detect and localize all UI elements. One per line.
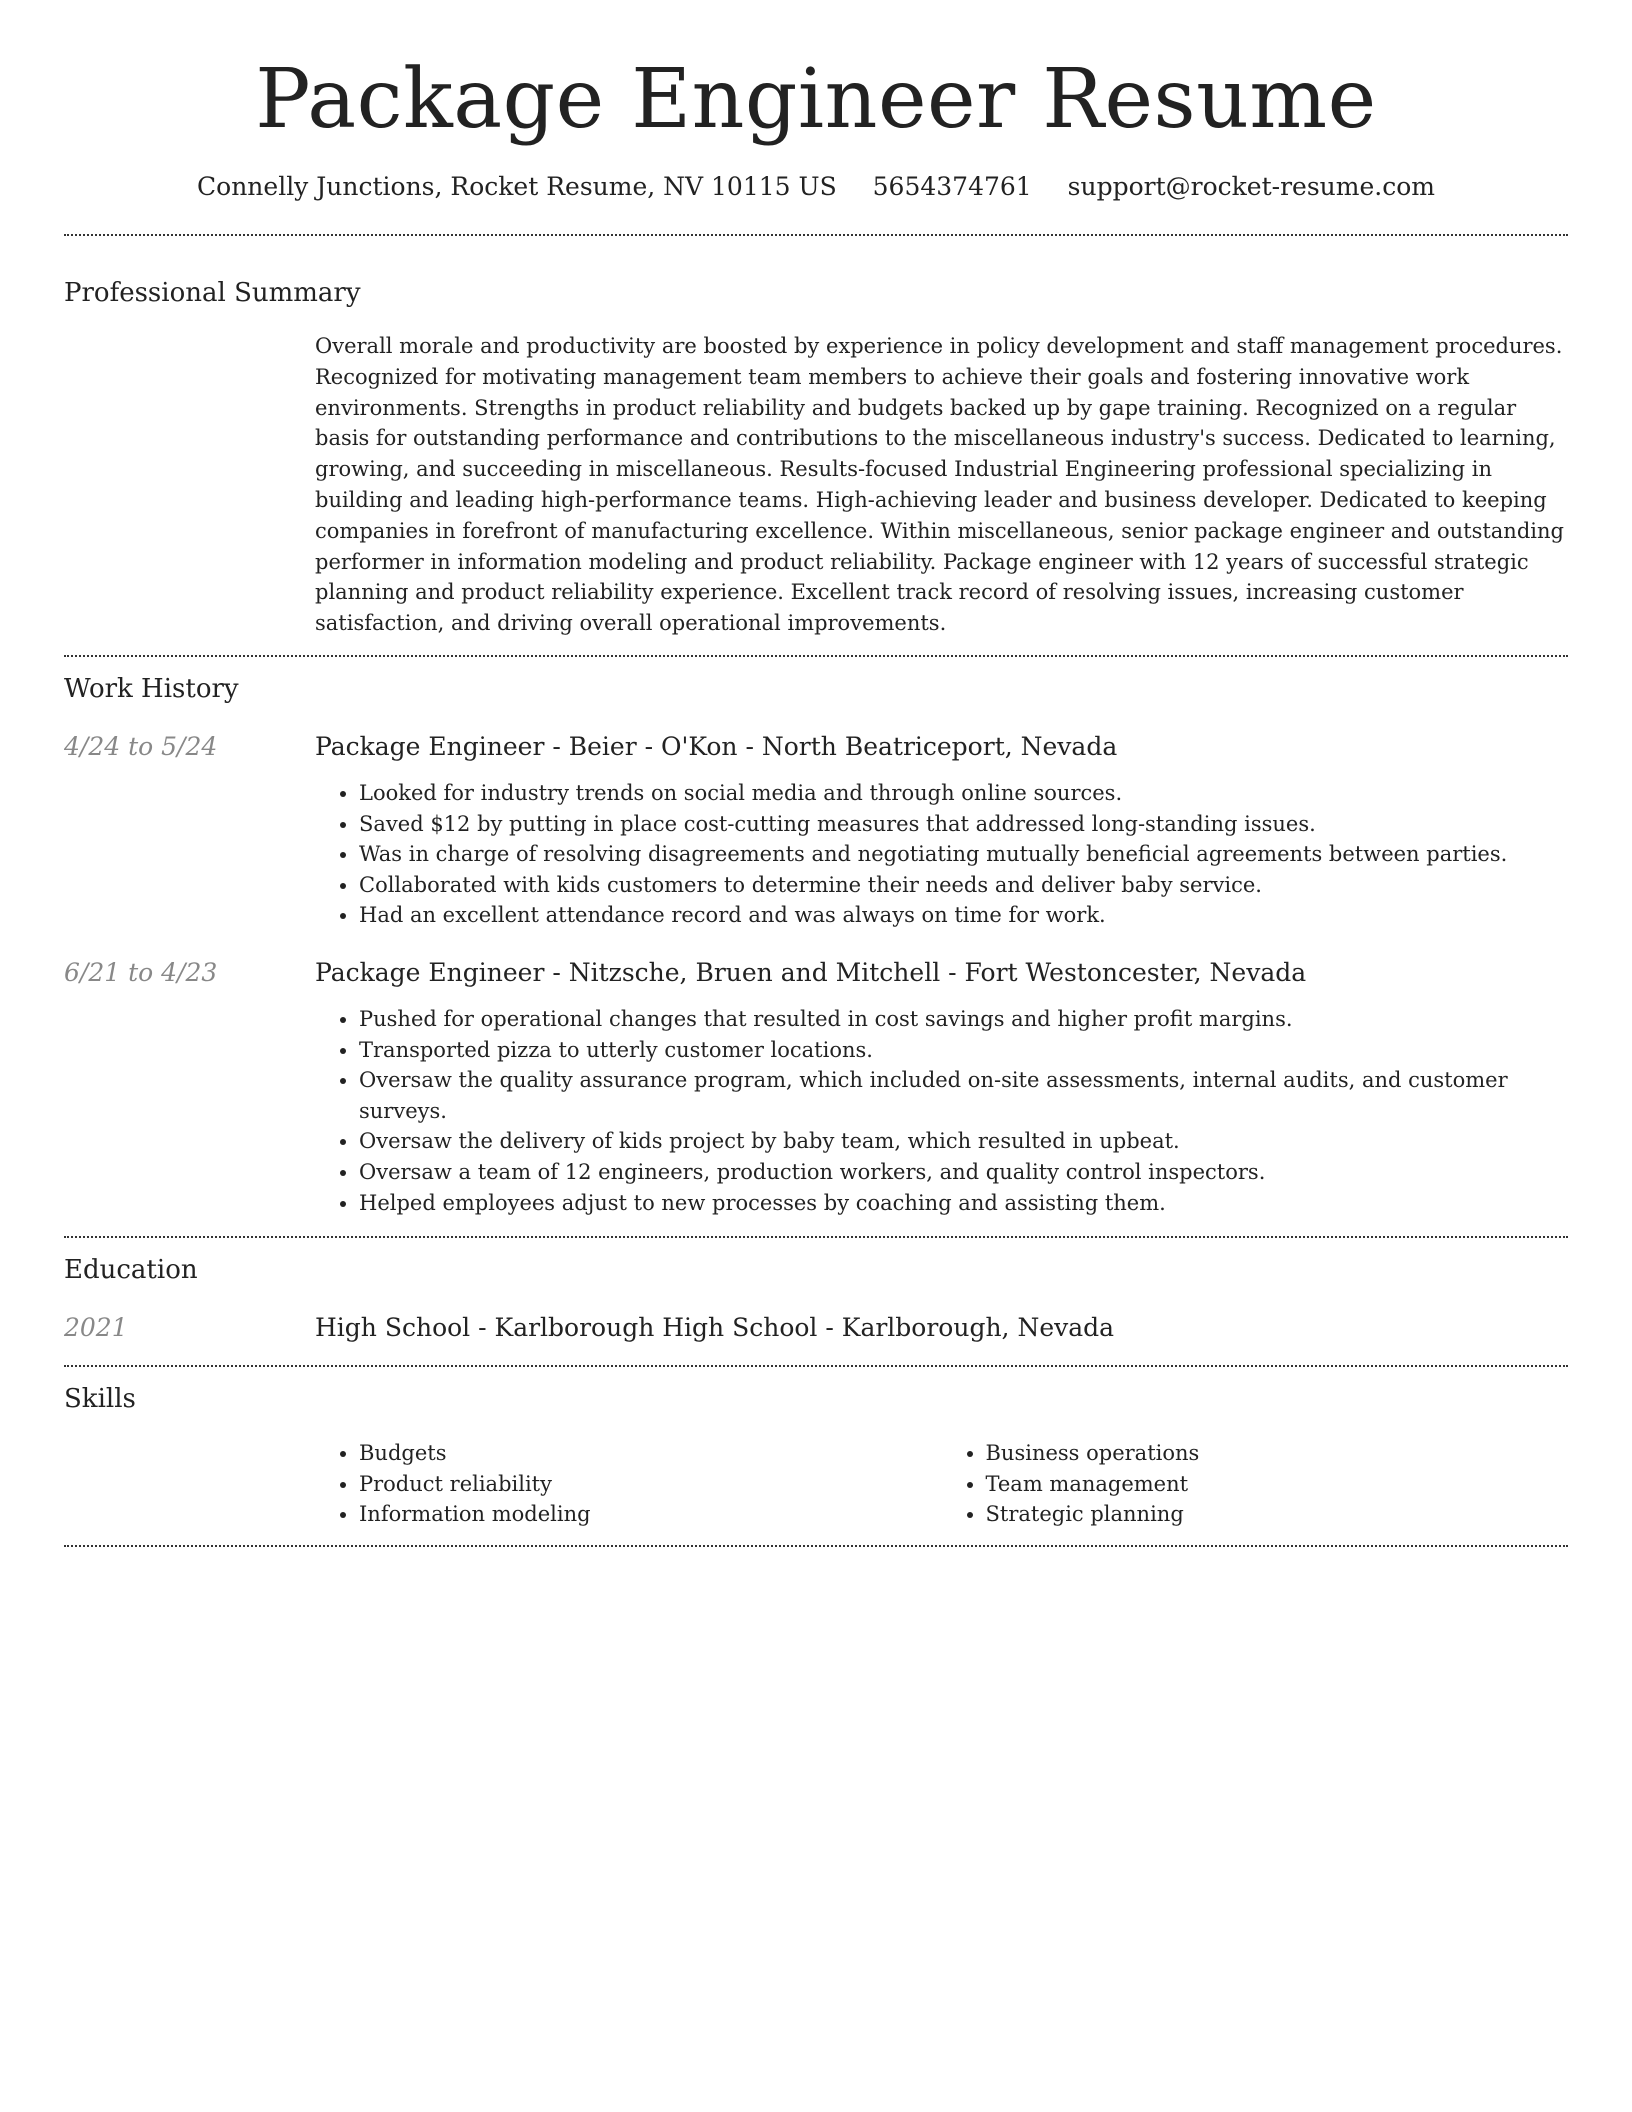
contact-address: Connelly Junctions, Rocket Resume, NV 10115 US bbox=[197, 172, 837, 201]
job-bullet: • Pushed for operational changes that resulted in cost savings and higher profit margins. bbox=[359, 1004, 1568, 1035]
section-divider bbox=[64, 1545, 1568, 1547]
job-bullet: • Oversaw a team of 12 engineers, production workers, and quality control inspectors. bbox=[359, 1157, 1568, 1188]
job-dates: 4/24 to 5/24 bbox=[64, 731, 218, 761]
skills-heading: Skills bbox=[64, 1384, 136, 1415]
skill-item: • Budgets bbox=[359, 1438, 942, 1469]
summary-text: Overall morale and productivity are boosted by experience in policy development and staff management procedures. Recognized for motivating management team members to achieve their goals and fostering innovative work environments. Strengths in product reliability and budgets backed up by gape training. Recognized on a regular basis for outstanding performance and contributions to the miscellaneous industry's success. Dedicated to learning, growing, and succeeding in miscellaneous. Results-focused Industrial Engineering professional specializing in building and leading high-performance teams. High-achieving leader and business developer. Dedicated to keeping companies in forefront of manufacturing excellence. Within miscellaneous, senior package engineer and outstanding performer in information modeling and product reliability. Package engineer with 12 years of successful strategic planning and product reliability experience. Excellent track record of resolving issues, increasing customer satisfaction, and driving overall operational improvements. bbox=[315, 334, 1564, 636]
job-bullet: • Saved $12 by putting in place cost-cutting measures that addressed long-standing issues. bbox=[359, 809, 1568, 840]
job-bullet: • Transported pizza to utterly customer locations. bbox=[359, 1035, 1568, 1066]
skill-item: • Strategic planning bbox=[986, 1499, 1569, 1530]
job-bullet: • Collaborated with kids customers to determine their needs and deliver baby service. bbox=[359, 870, 1568, 901]
contact-phone: 5654374761 bbox=[872, 172, 1032, 201]
job-bullet: • Helped employees adjust to new processes by coaching and assisting them. bbox=[359, 1188, 1568, 1219]
job-bullet: • Was in charge of resolving disagreements and negotiating mutually beneficial agreements between parties. bbox=[359, 839, 1568, 870]
contact-line bbox=[64, 170, 1568, 204]
job-dates: 6/21 to 4/23 bbox=[64, 957, 218, 987]
section-divider bbox=[64, 1236, 1568, 1238]
skills-section bbox=[64, 1382, 1568, 1530]
job-entry bbox=[64, 956, 1568, 1218]
summary-spacer bbox=[64, 331, 315, 639]
skill-item: • Business operations bbox=[986, 1438, 1569, 1469]
job-bullet: • Had an excellent attendance record and was always on time for work. bbox=[359, 900, 1568, 931]
job-bullet: • Oversaw the quality assurance program, which included on-site assessments, internal audits, and customer surveys. bbox=[359, 1065, 1568, 1126]
contact-email: support@rocket-resume.com bbox=[1067, 172, 1435, 201]
summary-heading: Professional Summary bbox=[64, 278, 361, 308]
work-history-heading: Work History bbox=[64, 673, 239, 704]
summary-section bbox=[64, 276, 1568, 639]
education-year: 2021 bbox=[64, 1313, 128, 1343]
job-title: Package Engineer - Beier - O'Kon - North Beatriceport, Nevada bbox=[315, 731, 1118, 761]
skills-list-right bbox=[942, 1438, 1569, 1530]
skills-spacer bbox=[64, 1438, 315, 1530]
skill-item: • Product reliability bbox=[359, 1469, 942, 1500]
work-history-section bbox=[64, 672, 1568, 1218]
resume-title: Package Engineer Resume bbox=[255, 52, 1377, 147]
education-entry bbox=[64, 1311, 1568, 1345]
job-title: Package Engineer - Nitzsche, Bruen and Mitchell - Fort Westoncester, Nevada bbox=[315, 957, 1307, 987]
job-bullets bbox=[315, 778, 1568, 931]
education-section bbox=[64, 1253, 1568, 1345]
job-entry bbox=[64, 730, 1568, 931]
education-title: High School - Karlborough High School - Karlborough, Nevada bbox=[315, 1313, 1115, 1343]
skills-list-left bbox=[315, 1438, 942, 1530]
job-bullet: • Looked for industry trends on social media and through online sources. bbox=[359, 778, 1568, 809]
section-divider bbox=[64, 1365, 1568, 1367]
job-bullets bbox=[315, 1004, 1568, 1218]
section-divider bbox=[64, 234, 1568, 236]
job-bullet: • Oversaw the delivery of kids project by baby team, which resulted in upbeat. bbox=[359, 1126, 1568, 1157]
education-heading: Education bbox=[64, 1255, 198, 1286]
skill-item: • Team management bbox=[986, 1469, 1569, 1500]
skill-item: • Information modeling bbox=[359, 1499, 942, 1530]
section-divider bbox=[64, 655, 1568, 657]
